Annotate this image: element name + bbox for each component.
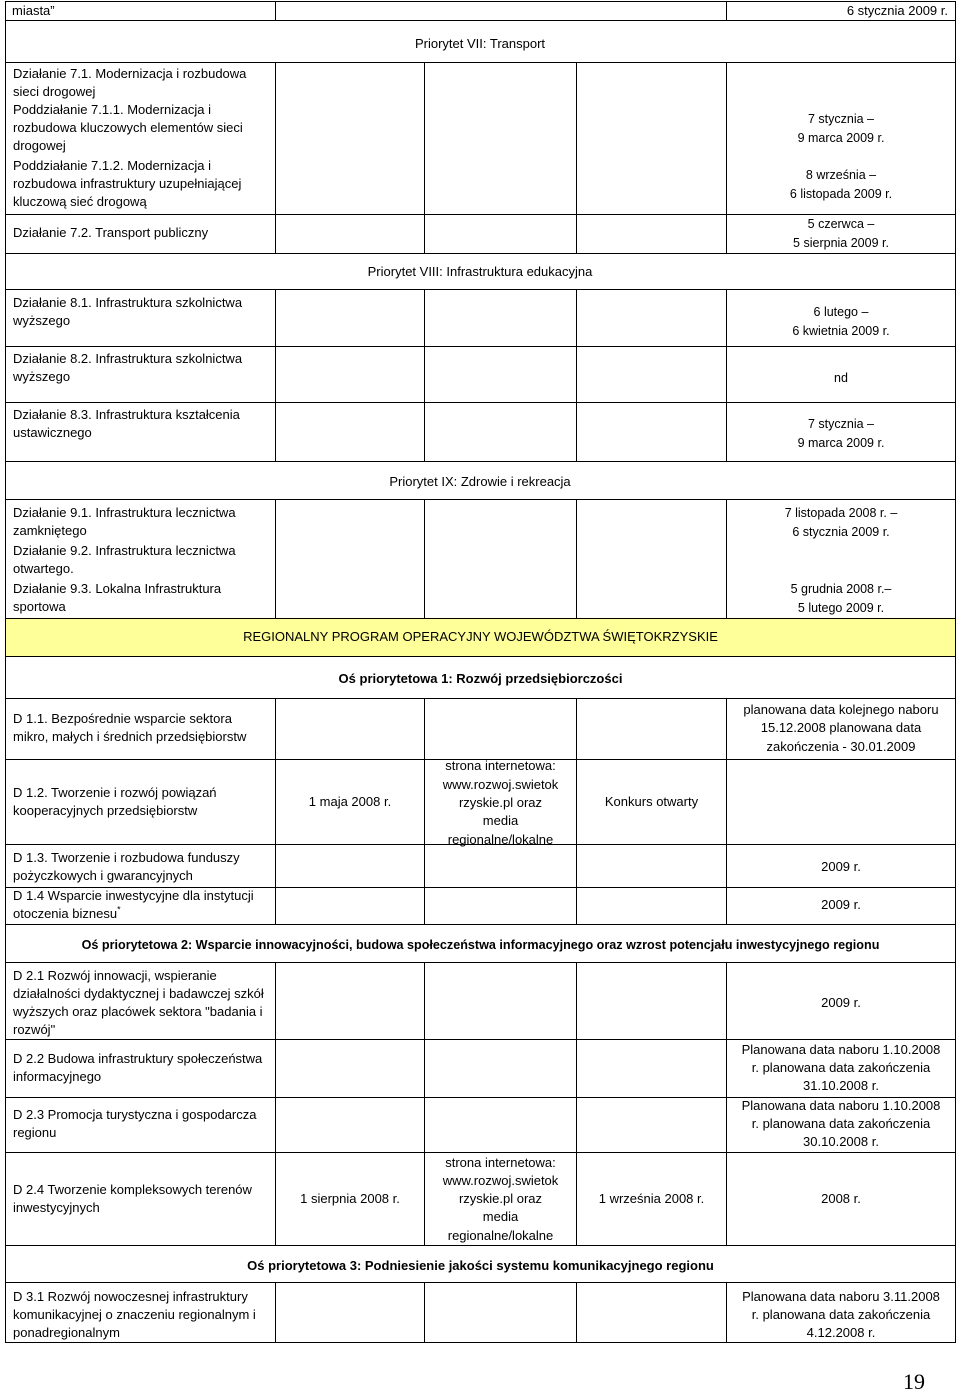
source-line: www.rozwoj.swietok [442,777,559,792]
rule [275,62,276,253]
action-7-2: Działanie 7.2. Transport publiczny [13,225,209,240]
axis-header: Oś priorytetowa 3: Podniesienie jakości systemu komunikacyjnego regionu [247,1258,714,1273]
rule [5,62,956,63]
end-date-line: 4.12.2008 r. [806,1325,876,1340]
subaction-7-1-2: Poddziałanie 7.1.2. Modernizacja i rozbudowa infrastruktury uzupełniającej kluczową sieć drogową [13,158,242,209]
end-date-line: 15.12.2008 planowana data [760,720,922,735]
measure-2-1: D 2.1 Rozwój innowacji, wspieranie działalności dydaktycznej i badawczej szkół wyższych oraz placówek sektora "badania i rozwój" [13,968,264,1037]
end-date-line: r. planowana data zakończenia [751,1307,931,1322]
source-line: regionalne/lokalne [447,832,554,847]
rule [275,698,276,924]
measure-2-2: D 2.2 Budowa infrastruktury społeczeństwa informacyjnego [13,1051,263,1084]
date-line: 6 listopada 2009 r. [789,187,893,201]
top-row-date: 6 stycznia 2009 r. [846,3,948,18]
action-8-3: Działanie 8.3. Infrastruktura kształcenia ustawicznego [13,407,240,440]
source-line: media [482,1209,519,1224]
source-line: media [482,813,519,828]
measure-1-3: D 1.3. Tworzenie i rozbudowa funduszy pożyczkowych i gwarancyjnych [13,850,240,883]
rule [424,1282,425,1343]
date-line: 5 grudnia 2008 r.– [790,582,892,596]
date-line: 9 marca 2009 r. [797,131,885,145]
end-date-line: r. planowana data zakończenia [751,1116,931,1131]
rule [5,924,956,925]
rule [275,1282,276,1343]
rule [576,698,577,924]
rule [5,402,956,403]
rule [275,1,276,21]
date-line: 7 stycznia – [807,112,874,126]
rule [5,253,956,254]
rule [424,499,425,618]
end-date: 2008 r. [821,1191,861,1206]
date-line: 5 lutego 2009 r. [797,601,885,615]
action-7-1: Działanie 7.1. Modernizacja i rozbudowa sieci drogowej [13,66,247,99]
rule [5,20,956,21]
rule [5,346,956,347]
end-date-line: Planowana data naboru 1.10.2008 [741,1098,941,1113]
rule [5,289,956,290]
source-line: strona internetowa: [445,758,556,773]
date-line: 6 lutego – [813,305,869,319]
axis-header: Oś priorytetowa 1: Rozwój przedsiębiorczości [338,671,623,686]
measure-3-1: D 3.1 Rozwój nowoczesnej infrastruktury komunikacyjnej o znaczeniu regionalnym i ponadregionalnym [13,1289,256,1340]
subaction-7-1-1: Poddziałanie 7.1.1. Modernizacja i rozbudowa kluczowych elementów sieci drogowej [13,102,243,153]
rule [5,461,956,462]
rule [5,1245,956,1246]
start-date: 1 maja 2008 r. [308,794,392,809]
rule [576,499,577,618]
date-line: 7 listopada 2008 r. – [784,506,898,520]
axis-header: Oś priorytetowa 2: Wsparcie innowacyjności, budowa społeczeństwa informacyjnego oraz wzrost potencjału inwestycyjnego regionu [81,938,880,952]
action-8-1: Działanie 8.1. Infrastruktura szkolnictwa wyższego [13,295,243,328]
top-row-left: miasta” [12,3,55,18]
source-line: strona internetowa: [445,1155,556,1170]
date-line: 5 czerwca – [807,217,875,231]
page-number: 19 [903,1369,925,1394]
end-date: 2009 r. [821,995,861,1010]
action-9-1: Działanie 9.1. Infrastruktura lecznictwa zamkniętego [13,505,236,538]
date-line: 6 stycznia 2009 r. [792,525,890,539]
call-type: Konkurs otwarty [604,794,699,809]
measure-2-4: D 2.4 Tworzenie kompleksowych terenów inwestycyjnych [13,1182,252,1215]
start-date: 1 sierpnia 2008 r. [300,1191,400,1206]
rule [576,1282,577,1343]
measure-1-1: D 1.1. Bezpośrednie wsparcie sektora mikro, małych i średnich przedsiębiorstw [13,711,247,744]
date-line: nd [834,371,848,385]
end-date-line: planowana data kolejnego naboru [743,702,939,717]
rule [5,1342,956,1343]
end-date-line: 30.10.2008 r. [803,1134,879,1149]
rule [275,289,276,461]
source-line: rzyskie.pl oraz [458,1191,543,1206]
end-date-line: zakończenia - 30.01.2009 [766,739,916,754]
date-line: 9 marca 2009 r. [797,436,885,450]
rule [5,1152,956,1153]
program-title: REGIONALNY PROGRAM OPERACYJNY WOJEWÓDZTWA ŚWIĘTOKRZYSKIE [243,629,718,644]
date-line: 6 kwietnia 2009 r. [792,324,890,338]
rule [5,499,956,500]
action-9-3: Działanie 9.3. Lokalna Infrastruktura sportowa [13,581,222,614]
rule [576,289,577,461]
rule [576,62,577,253]
end-date-line: r. planowana data zakończenia [751,1060,931,1075]
date-line: 8 września – [805,168,877,182]
rule [5,698,956,699]
call-date: 1 września 2008 r. [598,1191,705,1206]
rule [424,289,425,461]
rule [726,1,727,21]
priority-header: Priorytet VII: Transport [414,36,546,51]
measure-1-4: D 1.4 Wsparcie inwestycyjne dla instytucji otoczenia biznesu* [13,888,254,921]
action-8-2: Działanie 8.2. Infrastruktura szkolnictwa wyższego [13,351,243,384]
measure-2-3: D 2.3 Promocja turystyczna i gospodarcza regionu [13,1107,257,1140]
date-line: 5 sierpnia 2009 r. [793,236,889,250]
end-date-line: Planowana data naboru 1.10.2008 [741,1042,941,1057]
rule [424,62,425,253]
rule [5,1282,956,1283]
rule [5,962,956,963]
date-line: 7 stycznia – [807,417,874,431]
source-line: rzyskie.pl oraz [458,795,543,810]
rule [275,499,276,618]
end-date-line: Planowana data naboru 3.11.2008 [742,1289,940,1304]
priority-header: Priorytet IX: Zdrowie i rekreacja [389,474,571,489]
rule [955,1,956,657]
priority-header: Priorytet VIII: Infrastruktura edukacyjna [367,264,593,279]
end-date: 2009 r. [821,859,861,874]
rule [5,656,956,657]
end-date: 2009 r. [821,897,861,912]
source-line: regionalne/lokalne [447,1228,554,1243]
rule [5,1,6,657]
measure-1-2: D 1.2. Tworzenie i rozwój powiązań kooperacyjnych przedsiębiorstw [13,785,217,818]
end-date-line: 31.10.2008 r. [803,1078,879,1093]
footnote-mark: * [117,904,121,915]
source-line: www.rozwoj.swietok [442,1173,559,1188]
rule [5,1039,956,1040]
action-9-2: Działanie 9.2. Infrastruktura lecznictwa otwartego. [13,543,236,576]
